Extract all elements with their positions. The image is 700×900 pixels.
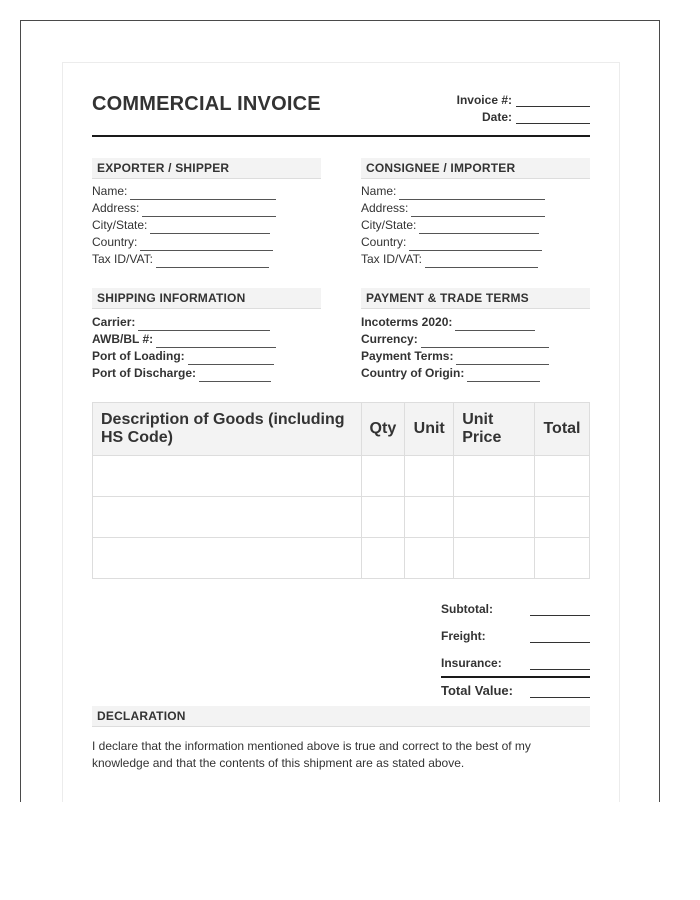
description-cell[interactable] <box>93 538 362 579</box>
exporter-address-row <box>92 200 276 217</box>
unit-price-cell[interactable] <box>454 456 535 497</box>
goods-table <box>92 402 590 579</box>
port-discharge-field[interactable] <box>199 370 271 382</box>
table-row <box>93 538 590 579</box>
unit-price-cell[interactable] <box>454 538 535 579</box>
currency-row <box>361 331 549 348</box>
consignee-address-row <box>361 200 545 217</box>
port-discharge-row <box>92 365 276 382</box>
unit-cell[interactable] <box>405 456 454 497</box>
payment-fields <box>361 314 549 382</box>
field-label: Carrier: <box>92 315 136 329</box>
date-label: Date: <box>481 110 512 124</box>
consignee-name-row <box>361 183 545 200</box>
freight-field[interactable] <box>530 632 590 643</box>
unit-cell[interactable] <box>405 538 454 579</box>
qty-cell[interactable] <box>361 497 405 538</box>
incoterms-field[interactable] <box>455 319 535 331</box>
payment-terms-row <box>361 348 549 365</box>
freight-label: Freight: <box>441 629 486 643</box>
table-row <box>93 456 590 497</box>
incoterms-row <box>361 314 549 331</box>
unit-price-cell[interactable] <box>454 497 535 538</box>
subtotal-field[interactable] <box>530 605 590 616</box>
total-cell[interactable] <box>534 456 589 497</box>
date-row <box>482 110 590 124</box>
currency-field[interactable] <box>421 336 549 348</box>
qty-header: Qty <box>361 403 405 456</box>
field-label: Country: <box>361 235 407 249</box>
origin-field[interactable] <box>467 370 540 382</box>
field-label: Port of Discharge: <box>92 366 197 380</box>
awb-row <box>92 331 276 348</box>
exporter-address-field[interactable] <box>142 205 276 217</box>
invoice-number-row <box>457 93 590 107</box>
totals-divider <box>441 676 590 678</box>
field-label: Country: <box>92 235 138 249</box>
exporter-tax-field[interactable] <box>156 256 269 268</box>
consignee-city-row <box>361 217 545 234</box>
field-label: Name: <box>92 184 128 198</box>
shipping-fields <box>92 314 276 382</box>
field-label: Port of Loading: <box>92 349 185 363</box>
goods-header-row <box>93 403 590 456</box>
consignee-country-row <box>361 234 545 251</box>
field-label: Address: <box>92 201 140 215</box>
consignee-city-field[interactable] <box>419 222 539 234</box>
invoice-title: COMMERCIAL INVOICE <box>92 93 321 115</box>
declaration-heading: DECLARATION <box>92 706 590 727</box>
subtotal-label: Subtotal: <box>441 602 493 616</box>
total-cell[interactable] <box>534 538 589 579</box>
invoice-number-label: Invoice #: <box>456 93 512 107</box>
total-value-label: Total Value: <box>441 683 513 698</box>
description-cell[interactable] <box>93 497 362 538</box>
subtotal-row <box>441 600 590 616</box>
carrier-row <box>92 314 276 331</box>
consignee-heading: CONSIGNEE / IMPORTER <box>361 158 590 179</box>
qty-cell[interactable] <box>361 456 405 497</box>
total-header: Total <box>534 403 589 456</box>
exporter-country-field[interactable] <box>140 239 273 251</box>
title-divider <box>92 135 590 137</box>
consignee-fields <box>361 183 545 268</box>
payment-terms-field[interactable] <box>456 353 549 365</box>
field-label: AWB/BL #: <box>92 332 154 346</box>
carrier-field[interactable] <box>138 319 270 331</box>
invoice-number-field[interactable] <box>516 94 590 107</box>
consignee-country-field[interactable] <box>409 239 542 251</box>
totals-block <box>441 600 590 700</box>
consignee-address-field[interactable] <box>411 205 545 217</box>
awb-field[interactable] <box>156 336 276 348</box>
exporter-fields <box>92 183 276 268</box>
field-label: Address: <box>361 201 409 215</box>
field-label: City/State: <box>361 218 417 232</box>
exporter-heading: EXPORTER / SHIPPER <box>92 158 321 179</box>
unit-header: Unit <box>405 403 454 456</box>
field-label: Country of Origin: <box>361 366 465 380</box>
unit-cell[interactable] <box>405 497 454 538</box>
origin-row <box>361 365 549 382</box>
field-label: Tax ID/VAT: <box>92 252 153 266</box>
exporter-name-field[interactable] <box>130 188 276 200</box>
description-cell[interactable] <box>93 456 362 497</box>
freight-row <box>441 627 590 643</box>
field-label: Name: <box>361 184 397 198</box>
insurance-row <box>441 654 590 670</box>
insurance-field[interactable] <box>530 659 590 670</box>
date-field[interactable] <box>516 111 590 124</box>
consignee-tax-field[interactable] <box>425 256 538 268</box>
insurance-label: Insurance: <box>441 656 502 670</box>
qty-cell[interactable] <box>361 538 405 579</box>
field-label: Currency: <box>361 332 418 346</box>
port-loading-field[interactable] <box>188 353 274 365</box>
total-cell[interactable] <box>534 497 589 538</box>
field-label: Incoterms 2020: <box>361 315 453 329</box>
exporter-country-row <box>92 234 276 251</box>
unit-price-header: Unit Price <box>454 403 535 456</box>
field-label: Tax ID/VAT: <box>361 252 422 266</box>
exporter-city-row <box>92 217 276 234</box>
payment-heading: PAYMENT & TRADE TERMS <box>361 288 590 309</box>
field-label: Payment Terms: <box>361 349 454 363</box>
total-value-field[interactable] <box>530 687 590 698</box>
shipping-heading: SHIPPING INFORMATION <box>92 288 321 309</box>
exporter-name-row <box>92 183 276 200</box>
total-value-row <box>441 682 590 698</box>
table-row <box>93 497 590 538</box>
description-header: Description of Goods (including HS Code) <box>93 403 362 456</box>
field-label: City/State: <box>92 218 148 232</box>
exporter-tax-row <box>92 251 276 268</box>
consignee-name-field[interactable] <box>399 188 545 200</box>
port-loading-row <box>92 348 276 365</box>
declaration-text: I declare that the information mentioned above is true and correct to the best of my knowledge and that the contents of this shipment are as stated above. <box>92 739 531 770</box>
consignee-tax-row <box>361 251 545 268</box>
exporter-city-field[interactable] <box>150 222 270 234</box>
